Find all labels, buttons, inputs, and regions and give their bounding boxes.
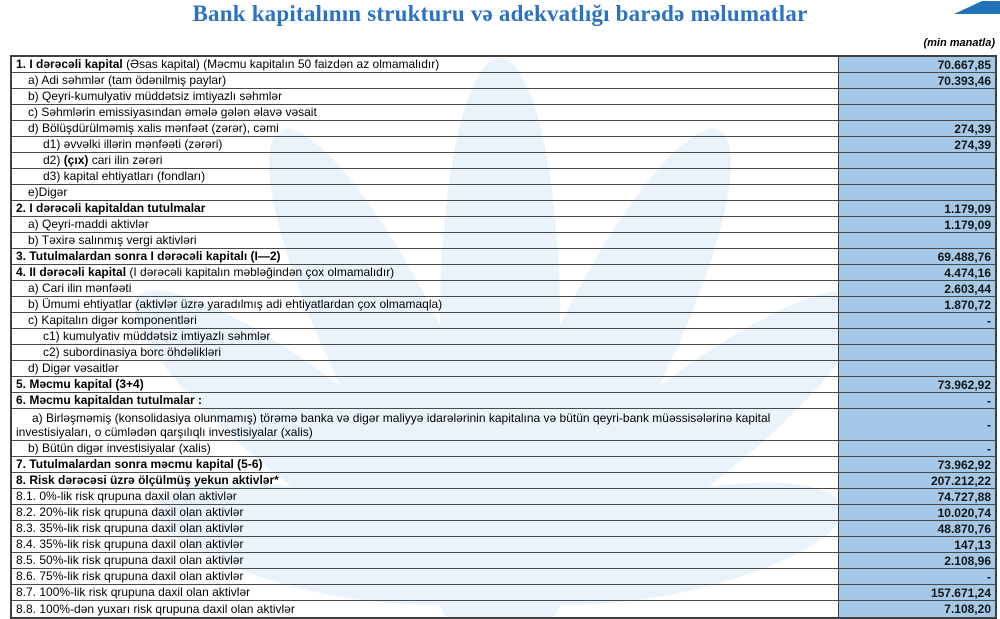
- table-row: [12, 121, 995, 137]
- table-row: [12, 553, 995, 569]
- row-label-part: a) Birləşməmiş (konsolidasiya olunmamış) törəmə banka və digər maliyyə idarələrinin kapitalına və bütün qeyri-bank müəssisələrinə kapital investisiyaları, o cümlədən qarşılıqlı investisiyalar (xalis): [16, 411, 771, 439]
- row-value-cell: 4.474,16: [838, 265, 995, 280]
- row-value-cell: 147,13: [838, 537, 995, 552]
- table-row: [12, 169, 995, 185]
- row-value-cell: -: [838, 313, 995, 328]
- row-value-cell: 73.962,92: [838, 377, 995, 392]
- row-label-bold-part: (çıx): [63, 154, 89, 167]
- row-label: [12, 506, 838, 519]
- row-label-part: c) Səhmlərin emissiyasından əmələ gələn əlavə vəsait: [28, 106, 317, 119]
- row-value-cell: [838, 361, 995, 376]
- row-label-part: c) Kapitalın digər komponentləri: [28, 314, 197, 327]
- capital-table: [10, 55, 997, 619]
- row-label-part: b) Ümumi ehtiyatlar (aktivlər üzrə yaradılmış adi ehtiyatlardan çox olmamaqla): [28, 298, 443, 311]
- row-value-cell: 48.870,76: [838, 521, 995, 536]
- row-label: [12, 282, 838, 295]
- row-label: [12, 90, 838, 103]
- table-row: [12, 521, 995, 537]
- row-label: [12, 154, 838, 167]
- row-label-part: cari ilin zərəri: [88, 154, 163, 167]
- row-value-cell: [838, 105, 995, 120]
- table-row: [12, 185, 995, 201]
- row-label-bold-part: 5. Məcmu kapital (3+4): [16, 378, 144, 391]
- table-row: [12, 105, 995, 121]
- row-label-bold-part: 2. I dərəcəli kapitaldan tutulmalar: [16, 202, 206, 215]
- row-label-part: c2) subordinasiya borc öhdəlikləri: [43, 346, 222, 359]
- row-label-part: a) Adi səhmlər (tam ödənilmiş paylar): [28, 74, 227, 87]
- row-value-cell: 1.179,09: [838, 217, 995, 232]
- table-row: [12, 489, 995, 505]
- row-label: [12, 538, 838, 551]
- row-label-part: b) Qeyri-kumulyativ müddətsiz imtiyazlı səhmlər: [28, 90, 283, 103]
- row-value-cell: 274,39: [838, 137, 995, 152]
- row-label-part: d) Bölüşdürülməmiş xalis mənfəət (zərər), cəmi: [28, 122, 279, 135]
- row-value-cell: [838, 233, 995, 248]
- row-label: [12, 522, 838, 535]
- row-label-part: 8.4. 35%-lik risk qrupuna daxil olan aktivlər: [16, 538, 244, 551]
- row-label: [12, 186, 838, 199]
- row-label-part: 8.8. 100%-dən yuxarı risk qrupuna daxil olan aktivlər: [16, 602, 295, 616]
- row-value-cell: [838, 89, 995, 104]
- row-value-cell: 1.870,72: [838, 297, 995, 312]
- row-value-cell: 70.393,46: [838, 73, 995, 88]
- row-label-part: e)Digər: [28, 186, 68, 199]
- row-value-cell: 1.179,09: [838, 201, 995, 216]
- row-label: [12, 314, 838, 327]
- row-value-cell: 70.667,85: [838, 57, 995, 72]
- row-label-part: 8.7. 100%-lik risk qrupuna daxil olan aktivlər: [16, 586, 251, 599]
- table-row: [12, 505, 995, 521]
- table-row: [12, 441, 995, 457]
- table-row: [12, 89, 995, 105]
- row-label: [12, 58, 838, 71]
- table-row: [12, 297, 995, 313]
- row-value-cell: 2.108,96: [838, 553, 995, 568]
- row-value-cell: [838, 329, 995, 344]
- table-row: [12, 569, 995, 585]
- row-value-cell: -: [838, 409, 995, 440]
- row-label-bold-part: 1. I dərəcəli kapital: [16, 58, 127, 71]
- row-label: [12, 202, 838, 215]
- row-label: [12, 490, 838, 503]
- row-label-part: a) Cari ilin mənfəəti: [28, 282, 132, 295]
- row-label: [12, 362, 838, 375]
- row-value-cell: 74.727,88: [838, 489, 995, 504]
- table-row: [12, 537, 995, 553]
- row-label: [12, 346, 838, 359]
- table-row: [12, 377, 995, 393]
- row-value-cell: 2.603,44: [838, 281, 995, 296]
- table-row: [12, 233, 995, 249]
- row-label: [12, 378, 838, 391]
- table-row: [12, 249, 995, 265]
- row-label: [12, 603, 838, 616]
- table-row: [12, 409, 995, 441]
- row-label: [12, 74, 838, 87]
- table-row: [12, 361, 995, 377]
- row-value-cell: 69.488,76: [838, 249, 995, 264]
- unit-note: (min manatla): [923, 37, 995, 49]
- row-label-bold-part: 4. II dərəcəli kapital: [16, 266, 130, 279]
- row-value-cell: 7.108,20: [838, 601, 995, 617]
- row-value-cell: 274,39: [838, 121, 995, 136]
- row-label: [12, 554, 838, 567]
- row-value-cell: 157.671,24: [838, 585, 995, 600]
- row-label-part: a) Qeyri-maddi aktivlər: [28, 218, 149, 231]
- row-label-part: 8.2. 20%-lik risk qrupuna daxil olan aktivlər: [16, 506, 244, 519]
- table-row: [12, 457, 995, 473]
- row-label: [12, 138, 838, 151]
- row-label: [12, 458, 838, 471]
- row-label-bold-part: 6. Məcmu kapitaldan tutulmalar :: [16, 394, 203, 407]
- row-label: [12, 298, 838, 311]
- table-row: [12, 601, 995, 617]
- table-row: [12, 137, 995, 153]
- row-label: [12, 409, 838, 439]
- row-label-part: b) Bütün digər investisiyalar (xalis): [28, 442, 211, 455]
- row-value-cell: [838, 153, 995, 168]
- row-label-part: 8.1. 0%-lik risk qrupuna daxil olan aktivlər: [16, 490, 237, 503]
- row-label-part: (Əsas kapital) (Məcmu kapitalın 50 faizdən az olmamalıdır): [126, 58, 440, 71]
- row-value-cell: -: [838, 393, 995, 408]
- table-row: [12, 217, 995, 233]
- row-label: [12, 394, 838, 407]
- row-value-cell: 207.212,22: [838, 473, 995, 488]
- row-label: [12, 106, 838, 119]
- row-label-part: c1) kumulyativ müddətsiz imtiyazlı səhmlər: [43, 330, 271, 343]
- row-label: [12, 218, 838, 231]
- row-label: [12, 234, 838, 247]
- corner-triangle-logo: [952, 0, 1000, 15]
- row-label-part: b) Təxirə salınmış vergi aktivləri: [28, 234, 197, 247]
- row-value-cell: -: [838, 441, 995, 456]
- row-label: [12, 170, 838, 183]
- row-label: [12, 442, 838, 455]
- table-row: [12, 393, 995, 409]
- row-label-part: d1) əvvəlki illərin mənfəəti (zərəri): [43, 138, 223, 151]
- table-row: [12, 201, 995, 217]
- table-row: [12, 345, 995, 361]
- table-row: [12, 73, 995, 89]
- row-label: [12, 570, 838, 583]
- row-value-cell: -: [838, 569, 995, 584]
- row-label: [12, 122, 838, 135]
- row-label: [12, 330, 838, 343]
- row-label-bold-part: 7. Tutulmalardan sonra məcmu kapital (5-6): [16, 458, 263, 471]
- table-row: [12, 313, 995, 329]
- row-label: [12, 474, 838, 487]
- table-row: [12, 329, 995, 345]
- row-label-part: d) Digər vəsaitlər: [28, 362, 119, 375]
- table-row: [12, 153, 995, 169]
- row-value-cell: [838, 185, 995, 200]
- row-label-part: 8.6. 75%-lik risk qrupuna daxil olan aktivlər: [16, 570, 244, 583]
- table-row: [12, 57, 995, 73]
- row-label-bold-part: 8. Risk dərəcəsi üzrə ölçülmüş yekun aktivlər*: [16, 474, 279, 487]
- row-label: [12, 586, 838, 599]
- row-label-bold-part: 3. Tutulmalardan sonra I dərəcəli kapitalı (I—2): [16, 250, 281, 263]
- table-row: [12, 473, 995, 489]
- row-label-part: d3) kapital ehtiyatları (fondları): [43, 170, 206, 183]
- row-label-part: 8.3. 35%-lik risk qrupuna daxil olan aktivlər: [16, 522, 244, 535]
- table-row: [12, 585, 995, 601]
- row-label-part: d2): [43, 154, 64, 167]
- row-label-part: (I dərəcəli kapitalın məbləğindən çox olmamalıdır): [129, 266, 395, 279]
- row-label: [12, 250, 838, 263]
- row-value-cell: [838, 345, 995, 360]
- row-value-cell: 73.962,92: [838, 457, 995, 472]
- page-title: Bank kapitalının strukturu və adekvatlığı barədə məlumatlar: [192, 1, 808, 26]
- row-value-cell: 10.020,74: [838, 505, 995, 520]
- row-value-cell: [838, 169, 995, 184]
- table-row: [12, 281, 995, 297]
- row-label: [12, 266, 838, 279]
- table-row: [12, 265, 995, 281]
- row-label-part: 8.5. 50%-lik risk qrupuna daxil olan aktivlər: [16, 554, 244, 567]
